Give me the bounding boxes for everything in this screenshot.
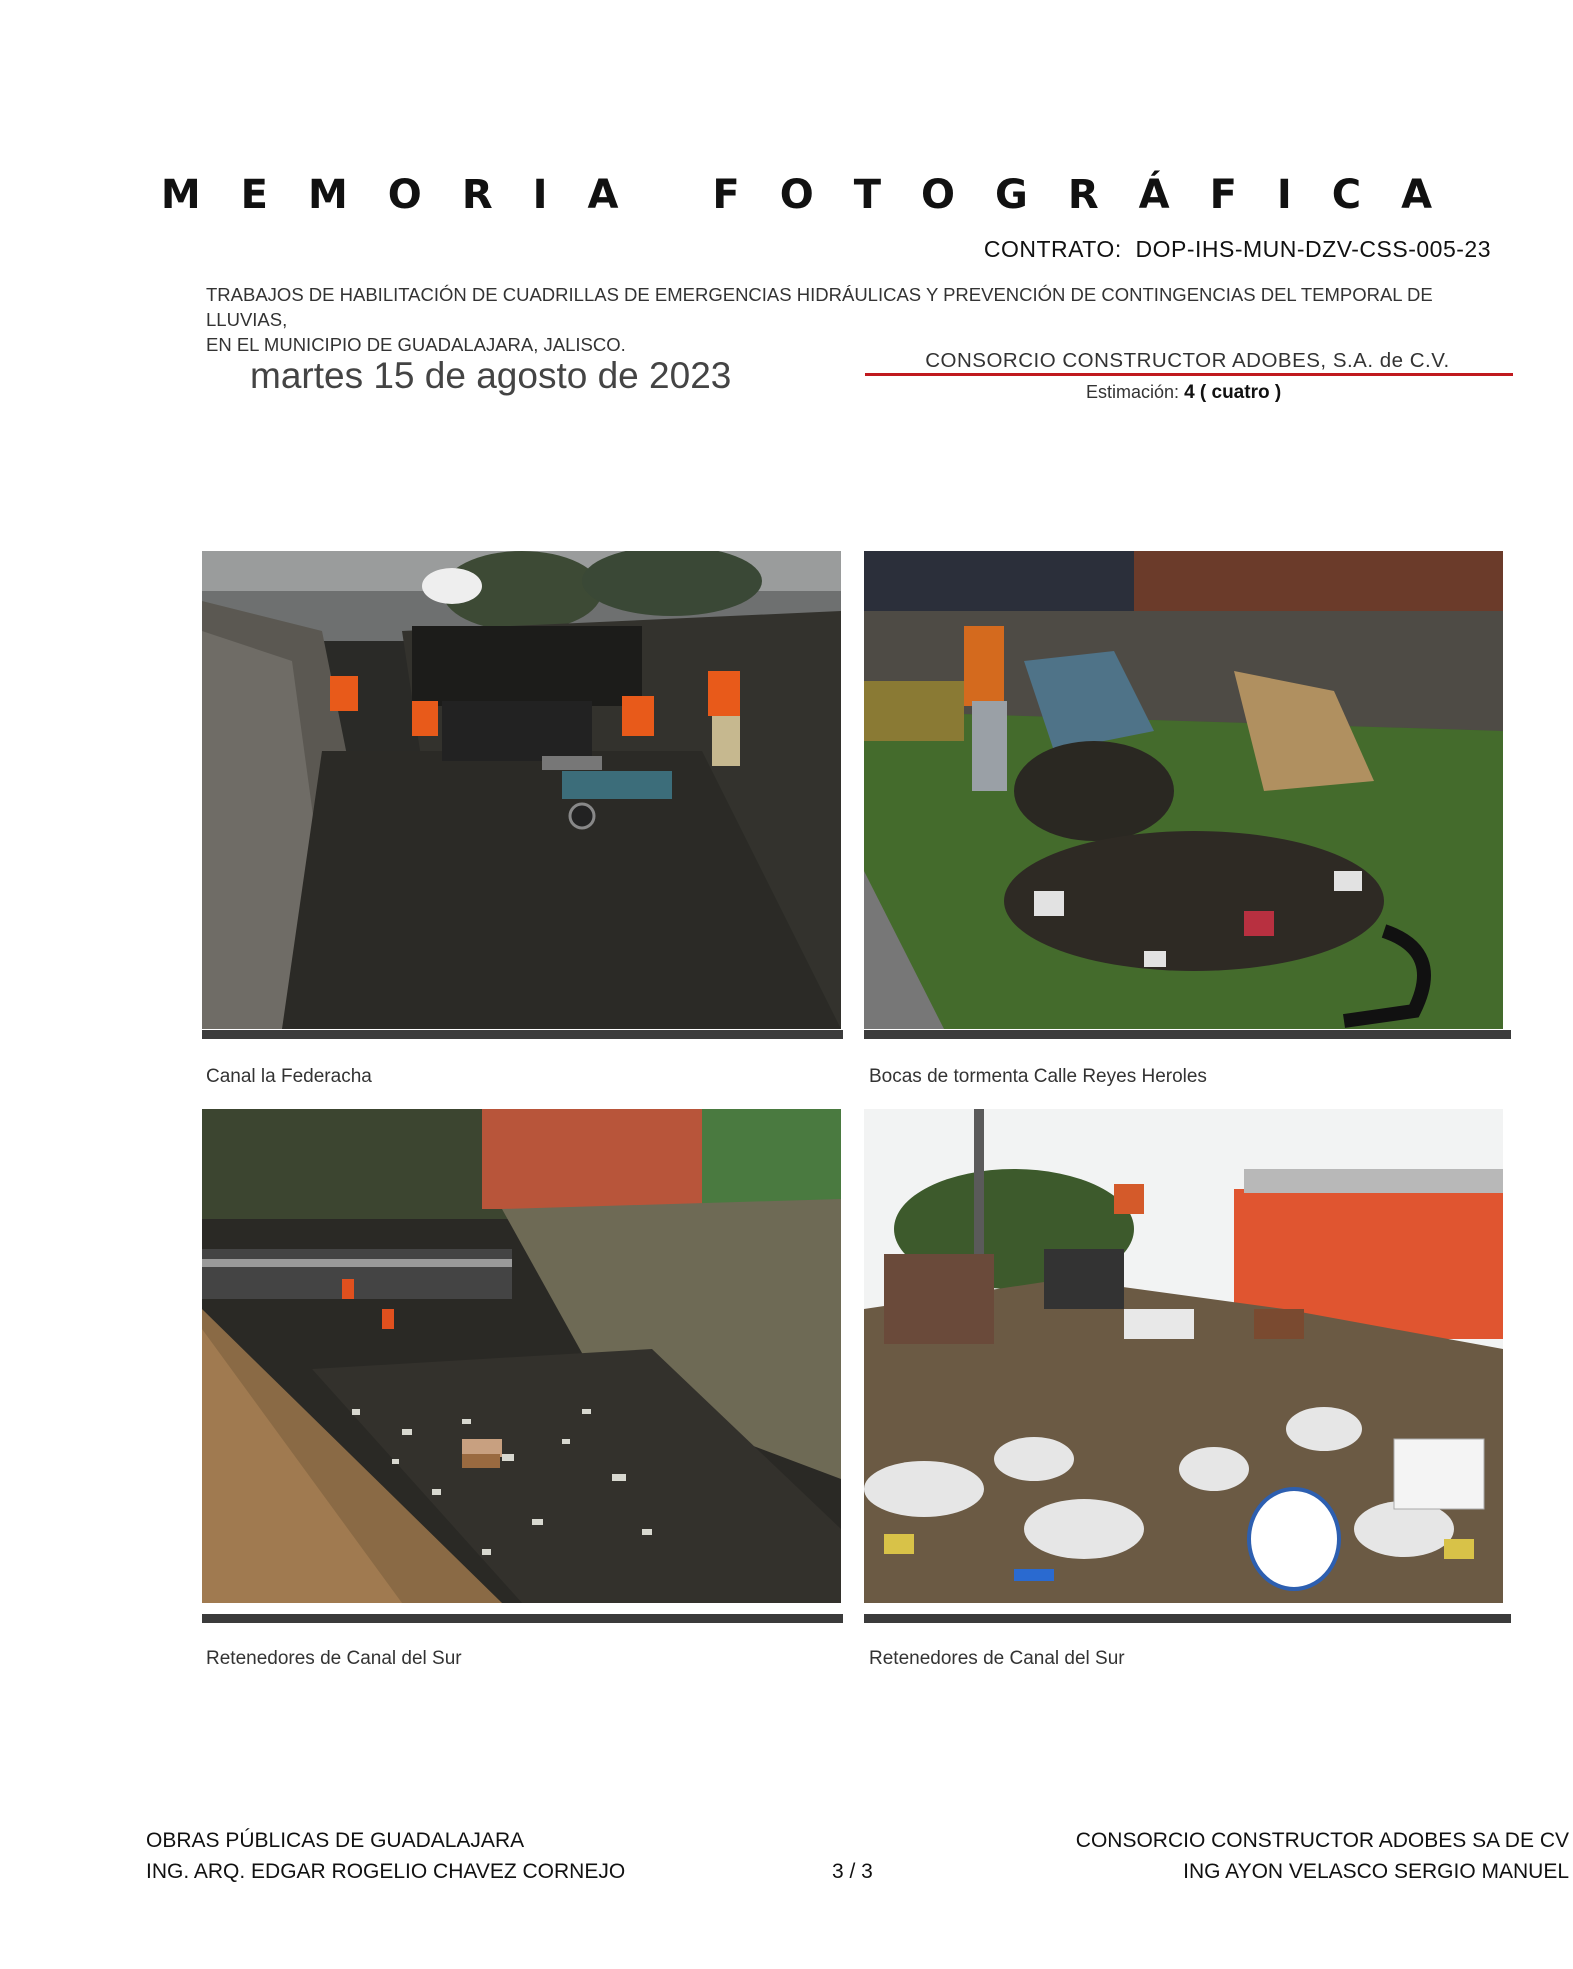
page-title: MEMORIA FOTOGRÁFICA [160, 172, 1473, 218]
photo-caption-2: Bocas de tormenta Calle Reyes Heroles [869, 1066, 1207, 1087]
photo-retenedores-canal-sur-1 [202, 1109, 841, 1603]
company-name: CONSORCIO CONSTRUCTOR ADOBES, S.A. de C.V. [925, 349, 1450, 372]
estimacion-line [1086, 382, 1281, 404]
footer-right-line-2: ING AYON VELASCO SERGIO MANUEL [1183, 1860, 1569, 1883]
footer-left [146, 1825, 625, 1887]
photo-retenedores-canal-sur-2 [864, 1109, 1503, 1603]
estimacion-label: Estimación: [1086, 382, 1180, 402]
photo-bocas-de-tormenta [864, 551, 1503, 1029]
work-description [206, 282, 1506, 357]
contract-line [984, 236, 1491, 263]
photo-canal-federacha [202, 551, 841, 1029]
photo-bar-3 [202, 1614, 843, 1623]
photo-bar-4 [864, 1614, 1511, 1623]
page-number: 3 / 3 [832, 1860, 873, 1883]
footer-right-line-1: CONSORCIO CONSTRUCTOR ADOBES SA DE CV [1075, 1829, 1569, 1852]
description-line-1: TRABAJOS DE HABILITACIÓN DE CUADRILLAS DE EMERGENCIAS HIDRÁULICAS Y PREVENCIÓN DE CONTINGENCIAS DEL TEMPORAL DE LLUVIAS, [206, 284, 1433, 330]
photo-bar-1 [202, 1030, 843, 1039]
description-line-2: EN EL MUNICIPIO DE GUADALAJARA, JALISCO. [206, 334, 626, 355]
photo-caption-3: Retenedores de Canal del Sur [206, 1648, 462, 1669]
photo-caption-1: Canal la Federacha [206, 1066, 372, 1087]
contract-label: CONTRATO: [983, 236, 1122, 262]
report-date: martes 15 de agosto de 2023 [250, 355, 732, 396]
footer-right [1076, 1825, 1569, 1887]
estimacion-value: 4 ( cuatro ) [1184, 382, 1282, 403]
photo-bar-2 [864, 1030, 1511, 1039]
contract-number: DOP-IHS-MUN-DZV-CSS-005-23 [1135, 236, 1491, 262]
red-divider [865, 373, 1513, 376]
footer-left-line-2: ING. ARQ. EDGAR ROGELIO CHAVEZ CORNEJO [146, 1860, 626, 1883]
footer-left-line-1: OBRAS PÚBLICAS DE GUADALAJARA [146, 1829, 525, 1852]
photo-caption-4: Retenedores de Canal del Sur [869, 1648, 1125, 1669]
